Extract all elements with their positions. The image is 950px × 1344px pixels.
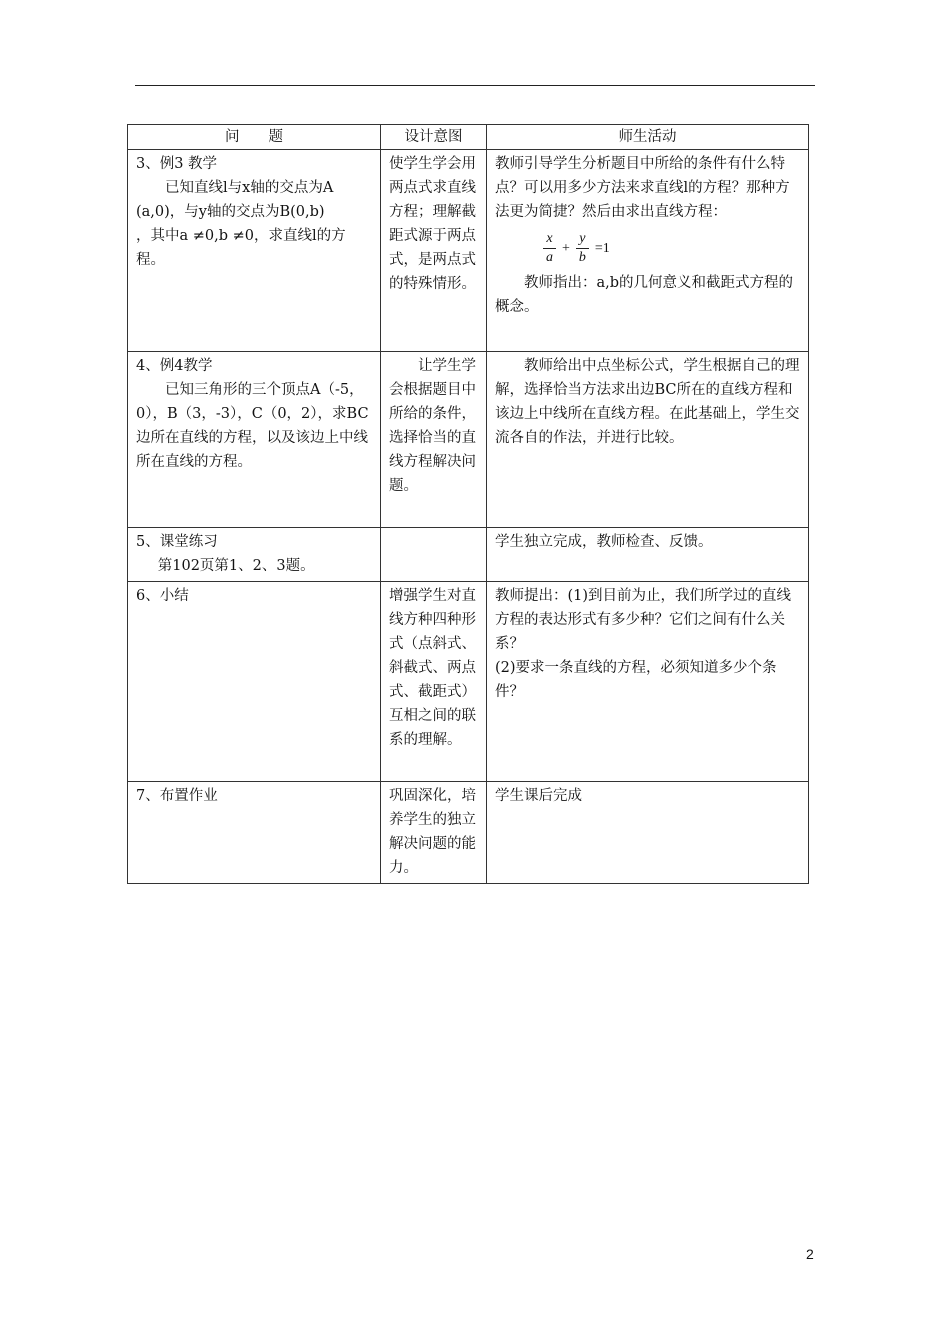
question-line: ，其中a ≠0,b ≠0，求直线l的方 (136, 228, 346, 244)
question-body: 已知三角形的三个顶点A（-5，0），B（3，-3），C（0，2），求BC边所在直线的方程，以及该边上中线所在直线的方程。 (136, 382, 369, 470)
intent-cell: 增强学生对直线方种四种形式（点斜式、斜截式、两点式、截距式）互相之间的联系的理解。 (381, 582, 487, 782)
equals-one: =1 (594, 240, 610, 256)
table-row (128, 782, 809, 884)
activity-cell (487, 582, 809, 782)
table-row (128, 528, 809, 582)
question-title: 5、课堂练习 (136, 534, 218, 550)
activity-text: 教师引导学生分析题目中所给的条件有什么特点？可以用多少方法来求直线l的方程？那种方法更为简捷？然后由求出直线方程： (495, 156, 790, 220)
intent-cell (381, 528, 487, 582)
question-cell (128, 528, 381, 582)
intent-cell: 巩固深化，培养学生的独立解决问题的能力。 (381, 782, 487, 884)
plus-sign: + (562, 240, 570, 256)
fraction-y-over-b: $\frac{y}{b}$ (576, 230, 589, 267)
table-row (128, 150, 809, 352)
intercept-formula (543, 230, 802, 267)
lesson-plan-table (127, 124, 809, 884)
activity-text: (2)要求一条直线的方程，必须知道多少个条件？ (495, 660, 777, 700)
table-row (128, 352, 809, 528)
activity-cell (487, 150, 809, 352)
activity-text: 教师提出：(1)到目前为止，我们所学过的直线方程的表达形式有多少种？它们之间有什么关系？ (495, 588, 792, 652)
page-number: 2 (806, 1246, 814, 1262)
intent-cell: 使学生学会用两点式求直线方程；理解截距式源于两点式，是两点式的特殊情形。 (381, 150, 487, 352)
question-title: 4、例4教学 (136, 358, 213, 374)
activity-text: 教师指出：a,b的几何意义和截距式方程的概念。 (495, 275, 794, 315)
header-activity: 师生活动 (487, 125, 809, 150)
question-line: 已知直线l与x轴的交点为A (165, 180, 334, 196)
question-body: 第102页第1、2、3题。 (157, 558, 315, 574)
activity-text: 教师给出中点坐标公式，学生根据自己的理解，选择恰当方法求出边BC所在的直线方程和该边上中线所在直线方程。在此基础上，学生交流各自的作法，并进行比较。 (495, 358, 800, 446)
intent-text: 让学生学会根据题目中所给的条件，选择恰当的直线方程解决问题。 (389, 358, 476, 494)
activity-cell (487, 352, 809, 528)
question-line: 程。 (136, 252, 165, 268)
intent-cell (381, 352, 487, 528)
question-cell (128, 352, 381, 528)
question-cell: 6、小结 (128, 582, 381, 782)
header-design-intent: 设计意图 (381, 125, 487, 150)
question-cell: 7、布置作业 (128, 782, 381, 884)
activity-cell: 学生独立完成，教师检查、反馈。 (487, 528, 809, 582)
question-title: 3、例3 教学 (136, 156, 218, 172)
table-row (128, 582, 809, 782)
table-header-row (128, 125, 809, 150)
header-rule (135, 85, 815, 86)
fraction-x-over-a: $\frac{x}{a}$ (543, 230, 556, 267)
header-question: 问 题 (128, 125, 381, 150)
question-cell (128, 150, 381, 352)
activity-cell: 学生课后完成 (487, 782, 809, 884)
question-line: (a,0)，与y轴的交点为B(0,b) (136, 204, 325, 220)
